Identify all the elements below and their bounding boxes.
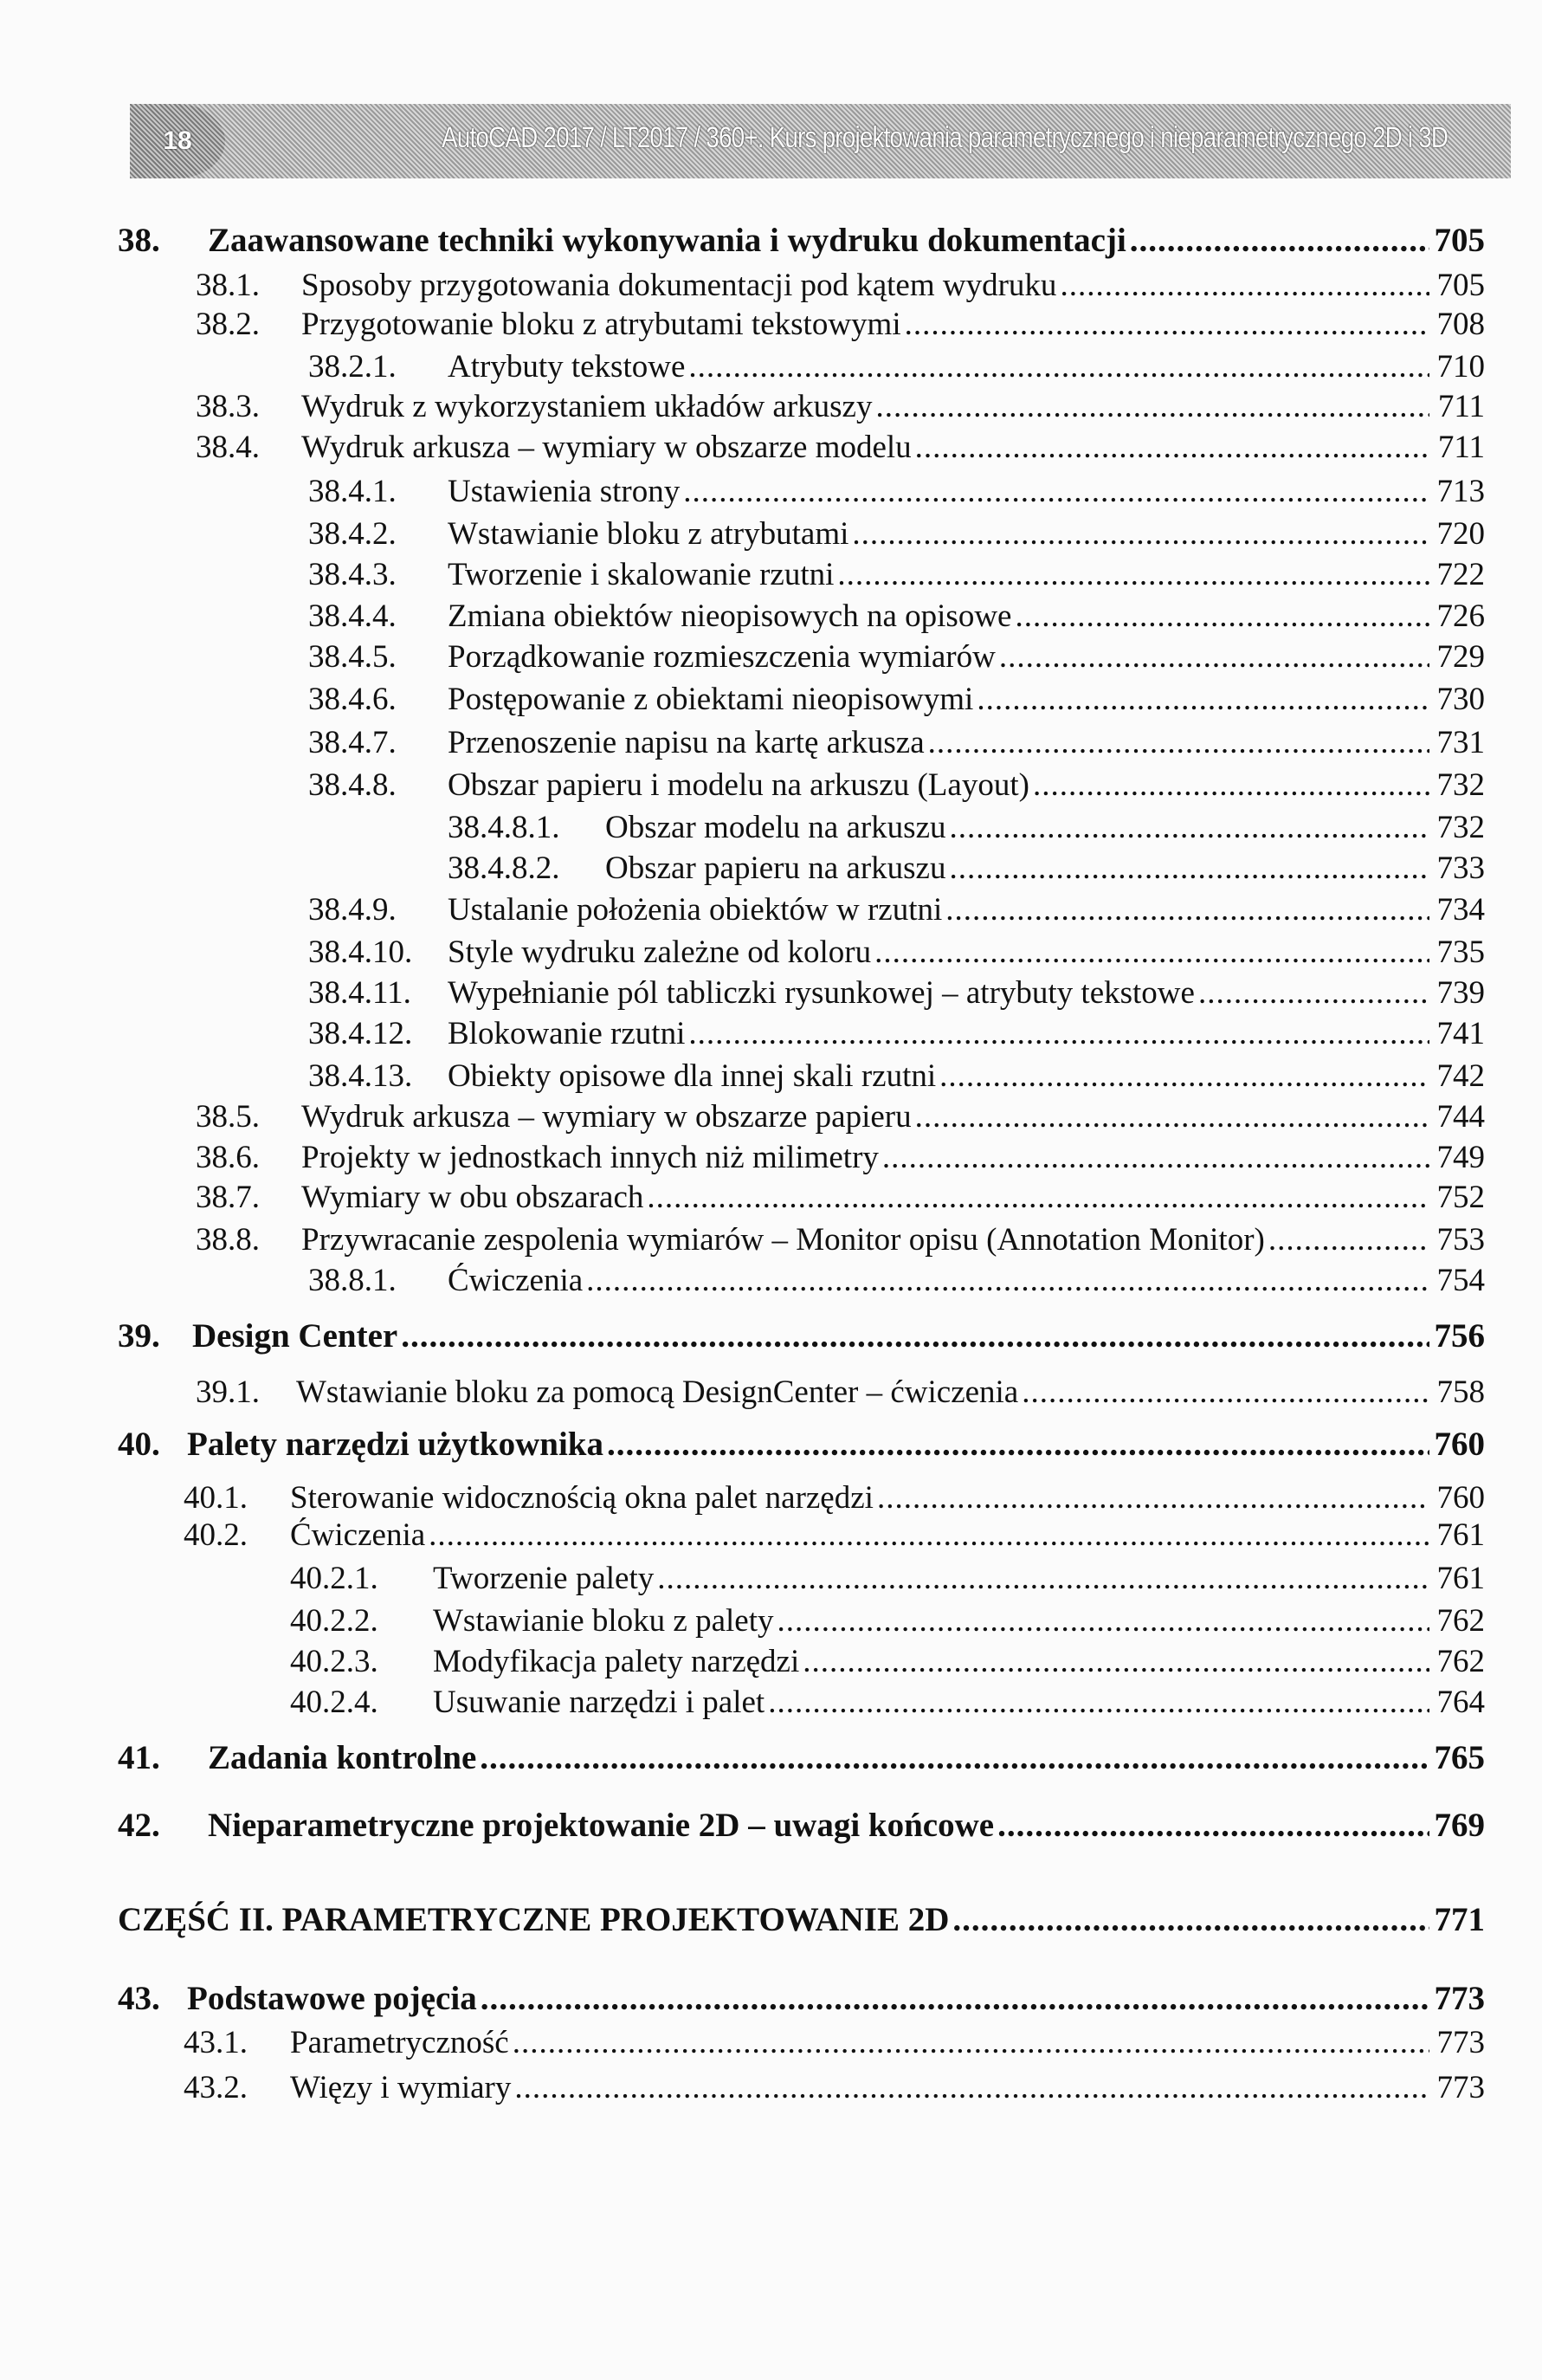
toc-entry-number: 38.4.4. [308,598,397,635]
toc-entry-number: 43.1. [184,2025,248,2061]
toc-entry-page: 729 [1436,639,1485,676]
toc-entry [308,681,1485,722]
toc-entry-title: Wstawianie bloku z atrybutami [448,515,849,552]
toc-entry [118,1806,1485,1847]
toc-entry-page: 711 [1437,389,1485,425]
dot-leader [852,515,1429,553]
toc-entry [308,934,1485,975]
toc-entry-number: 43. [118,1979,160,2017]
toc-entry-title: Ustawienia strony [448,473,681,509]
toc-entry-page: 761 [1436,1561,1485,1597]
dot-leader [513,2024,1429,2061]
toc-entry-title: Przenoszenie napisu na kartę arkusza [448,725,925,761]
toc-entry [308,638,1485,680]
toc-entry-title: Modyfikacja palety narzędzi [433,1644,800,1680]
toc-entry-title: Wydruk z wykorzystaniem układów arkuszy [301,389,873,425]
toc-entry-title: Palety narzędzi użytkownika [187,1425,603,1463]
toc-entry [118,221,1485,262]
toc-entry-title: Obszar papieru na arkuszu [605,850,946,886]
toc-entry [118,1900,1485,1942]
toc-entry [308,974,1485,1016]
dot-leader [915,429,1429,466]
toc-entry-number: 38.4.3. [308,556,397,592]
dot-leader [977,681,1429,718]
toc-entry [196,1179,1485,1220]
toc-entry [196,1098,1485,1140]
toc-entry-title: Obszar papieru i modelu na arkuszu (Layout) [448,766,1029,803]
dot-leader [688,1015,1429,1052]
toc-entry-title: Style wydruku zależne od koloru [448,935,872,970]
toc-entry [308,766,1485,808]
toc-entry-title: Tworzenie i skalowanie rzutni [448,556,835,592]
toc-entry [448,850,1485,891]
toc-entry [196,388,1485,430]
dot-leader [1268,1221,1429,1258]
toc-entry-title: CZĘŚĆ II. PARAMETRYCZNE PROJEKTOWANIE 2D [118,1901,950,1939]
toc-entry [196,429,1485,470]
toc-entry-number: 38.4.9. [308,892,397,928]
toc-entry-title: Porządkowanie rozmieszczenia wymiarów [448,639,996,676]
toc-entry [184,2024,1485,2066]
toc-entry-number: 38.4.1. [308,473,397,509]
toc-entry-number: 38.4. [196,430,260,466]
toc-entry-title: Wydruk arkusza – wymiary w obszarze modelu [301,430,912,466]
toc-entry-number: 38.4.8. [308,766,397,803]
dot-leader [429,1517,1429,1554]
toc-entry-page: 764 [1436,1685,1485,1721]
dot-leader [915,1098,1429,1135]
toc-entry-page: 761 [1436,1517,1485,1553]
toc-entry [196,1139,1485,1180]
toc-entry [118,1316,1485,1358]
dot-leader [657,1560,1429,1597]
toc-entry-page: 720 [1436,515,1485,552]
toc-entry-page: 705 [1434,222,1485,260]
toc-entry-number: 38.4.7. [308,725,397,761]
toc-entry-page: 731 [1436,725,1485,761]
toc-entry-page: 762 [1436,1603,1485,1639]
toc-entry-number: 38.5. [196,1098,260,1135]
toc-entry-title: Sposoby przygotowania dokumentacji pod kątem wydruku [301,267,1057,303]
toc-entry-title: Wstawianie bloku za pomocą DesignCenter – ćwiczenia [296,1374,1019,1410]
dot-leader [952,1900,1429,1939]
dot-leader [945,891,1429,928]
toc-entry [308,1057,1485,1099]
dot-leader [607,1425,1429,1464]
toc-entry [308,724,1485,766]
toc-entry-title: Tworzenie palety [433,1561,655,1597]
toc-entry-page: 756 [1434,1316,1485,1355]
toc-entry-page: 762 [1436,1644,1485,1680]
toc-entry-page: 752 [1436,1180,1485,1216]
toc-entry-page: 773 [1436,2070,1485,2106]
toc-entry-number: 40.1. [184,1479,248,1516]
toc-entry-number: 38.6. [196,1139,260,1175]
toc-entry-title: Blokowanie rzutni [448,1015,686,1051]
toc-entry-title: Zmiana obiektów nieopisowych na opisowe [448,598,1012,635]
toc-entry [308,1015,1485,1057]
dot-leader [481,1979,1429,2018]
toc-entry-title: Ćwiczenia [290,1517,426,1553]
dot-leader [882,1139,1429,1176]
dot-leader [950,809,1429,846]
toc-entry [196,1221,1485,1263]
toc-entry-number: 38.4.8.2. [448,850,560,886]
toc-entry-number: 40. [118,1425,160,1463]
toc-entry-page: 760 [1434,1425,1485,1463]
dot-leader [997,1806,1429,1845]
toc-entry-page: 749 [1436,1139,1485,1175]
toc-entry [184,1479,1485,1521]
toc-entry [118,1979,1485,2021]
toc-entry-title: Przygotowanie bloku z atrybutami tekstowymi [301,306,901,342]
toc-entry [308,598,1485,639]
toc-entry [308,1262,1485,1303]
toc-entry [290,1643,1485,1685]
dot-leader [768,1684,1429,1721]
toc-entry-number: 38.2.1. [308,348,397,385]
toc-entry-page: 765 [1434,1738,1485,1776]
toc-entry [448,809,1485,850]
toc-entry-page: 713 [1436,473,1485,509]
dot-leader [586,1262,1429,1299]
toc-entry-title: Wypełnianie pól tabliczki rysunkowej – atrybuty tekstowe [448,974,1195,1011]
toc-entry-page: 739 [1436,974,1485,1011]
toc-entry-page: 742 [1436,1057,1485,1094]
toc-entry [308,348,1485,390]
toc-entry-page: 744 [1436,1098,1485,1135]
toc-entry-page: 741 [1436,1015,1485,1051]
toc-entry-number: 38.1. [196,267,260,303]
dot-leader [1060,267,1429,304]
toc-entry-title: Więzy i wymiary [290,2070,512,2106]
toc-entry [308,891,1485,933]
toc-entry-page: 773 [1436,2025,1485,2061]
toc-entry-title: Sterowanie widocznością okna palet narzędzi [290,1479,874,1516]
toc-entry-number: 40.2.1. [290,1561,378,1597]
dot-leader [683,473,1429,510]
dot-leader [1022,1374,1429,1411]
dot-leader [1033,766,1429,804]
toc-entry-title: Ćwiczenia [448,1263,584,1299]
toc-entry [118,1425,1485,1466]
toc-entry-number: 38.4.5. [308,639,397,676]
dot-leader [949,850,1429,887]
toc-entry-number: 38.4.10. [308,935,413,970]
toc-entry-page: 773 [1434,1979,1485,2017]
toc-entry-title: Ustalanie położenia obiektów w rzutni [448,892,943,928]
toc-entry-number: 38.8.1. [308,1263,397,1299]
toc-entry-number: 38.4.11. [308,974,411,1011]
toc-entry-page: 711 [1437,430,1485,466]
toc-entry-number: 38.4.8.1. [448,809,560,845]
toc-entry-page: 771 [1434,1901,1485,1939]
toc-entry-title: Design Center [192,1316,398,1355]
toc-entry-number: 42. [118,1806,160,1844]
toc-entry-page: 726 [1436,598,1485,635]
dot-leader [401,1316,1429,1355]
toc-entry-title: Przywracanie zespolenia wymiarów – Monitor opisu (Annotation Monitor) [301,1222,1265,1258]
toc-entry-title: Wydruk arkusza – wymiary w obszarze papieru [301,1098,912,1135]
toc-entry-number: 43.2. [184,2070,248,2106]
toc-entry-number: 41. [118,1738,160,1776]
toc-entry-number: 38.2. [196,306,260,342]
dot-leader [837,556,1429,593]
toc-entry [196,1374,1485,1415]
toc-entry-number: 38.4.12. [308,1015,413,1051]
toc-entry-title: Nieparametryczne projektowanie 2D – uwagi końcowe [208,1806,995,1844]
dot-leader [905,306,1429,343]
dot-leader [928,724,1429,761]
toc-entry-page: 730 [1436,681,1485,717]
dot-leader [1198,974,1429,1012]
toc-entry-number: 38. [118,222,160,260]
toc-entry-title: Zadania kontrolne [208,1738,477,1776]
toc-entry-page: 705 [1436,267,1485,303]
toc-entry [308,473,1485,514]
dot-leader [803,1643,1429,1680]
toc-entry-title: Postępowanie z obiektami nieopisowymi [448,681,974,717]
toc-entry-number: 40.2.2. [290,1603,378,1639]
toc-entry-number: 38.7. [196,1180,260,1216]
toc-entry-number: 39. [118,1316,160,1355]
dot-leader [939,1057,1429,1095]
dot-leader [1130,221,1429,260]
toc-entry [290,1560,1485,1601]
dot-leader [480,1738,1429,1777]
dot-leader [877,1479,1429,1517]
toc-entry-title: Podstawowe pojęcia [187,1979,477,2017]
toc-entry-number: 38.8. [196,1222,260,1258]
toc-entry-page: 732 [1436,766,1485,803]
toc-entry-page: 710 [1436,348,1485,385]
toc-entry-page: 769 [1434,1806,1485,1844]
toc-entry-title: Wstawianie bloku z palety [433,1603,774,1639]
running-title: AutoCAD 2017 / LT2017 / 360+. Kurs projektowania parametrycznego i nieparametrycznego 2D i 3D [442,121,1448,154]
dot-leader [875,388,1429,425]
page-number: 18 [130,104,225,178]
toc-entry-page: 732 [1436,809,1485,845]
toc-entry [308,556,1485,598]
toc-entry-page: 754 [1436,1263,1485,1299]
toc-entry [196,306,1485,347]
toc-entry-number: 38.4.13. [308,1057,413,1094]
toc-entry-title: Obiekty opisowe dla innej skali rzutni [448,1057,937,1094]
toc-entry [308,515,1485,557]
toc-entry-title: Obszar modelu na arkuszu [605,809,946,845]
toc-entry-number: 38.4.6. [308,681,397,717]
toc-entry-title: Projekty w jednostkach innych niż milimetry [301,1139,879,1175]
toc-entry-title: Atrybuty tekstowe [448,348,686,385]
dot-leader [777,1602,1429,1639]
toc-entry-number: 38.3. [196,389,260,425]
toc-entry [290,1684,1485,1725]
dot-leader [688,348,1429,385]
toc-entry-title: Zaawansowane techniki wykonywania i wydruku dokumentacji [208,222,1126,260]
toc-entry [184,2069,1485,2111]
toc-entry-number: 38.4.2. [308,515,397,552]
toc-entry [118,1738,1485,1780]
dot-leader [874,934,1429,971]
dot-leader [514,2069,1429,2106]
toc-entry-page: 708 [1436,306,1485,342]
toc-entry-title: Wymiary w obu obszarach [301,1180,644,1216]
toc-entry-page: 760 [1436,1479,1485,1516]
toc-entry-number: 40.2.4. [290,1685,378,1721]
toc-entry [196,267,1485,308]
toc-entry-number: 40.2. [184,1517,248,1553]
toc-entry-page: 735 [1436,935,1485,970]
dot-leader [999,638,1429,676]
toc-entry [290,1602,1485,1644]
toc-entry [184,1517,1485,1558]
toc-entry-page: 753 [1436,1222,1485,1258]
toc-entry-page: 733 [1436,850,1485,886]
toc-entry-page: 722 [1436,556,1485,592]
toc-entry-number: 40.2.3. [290,1644,378,1680]
dot-leader [647,1179,1429,1216]
dot-leader [1015,598,1429,635]
toc-entry-title: Usuwanie narzędzi i palet [433,1685,765,1721]
toc-entry-page: 734 [1436,892,1485,928]
toc-entry-title: Parametryczność [290,2025,509,2061]
toc-entry-page: 758 [1436,1374,1485,1410]
toc-entry-number: 39.1. [196,1374,260,1410]
